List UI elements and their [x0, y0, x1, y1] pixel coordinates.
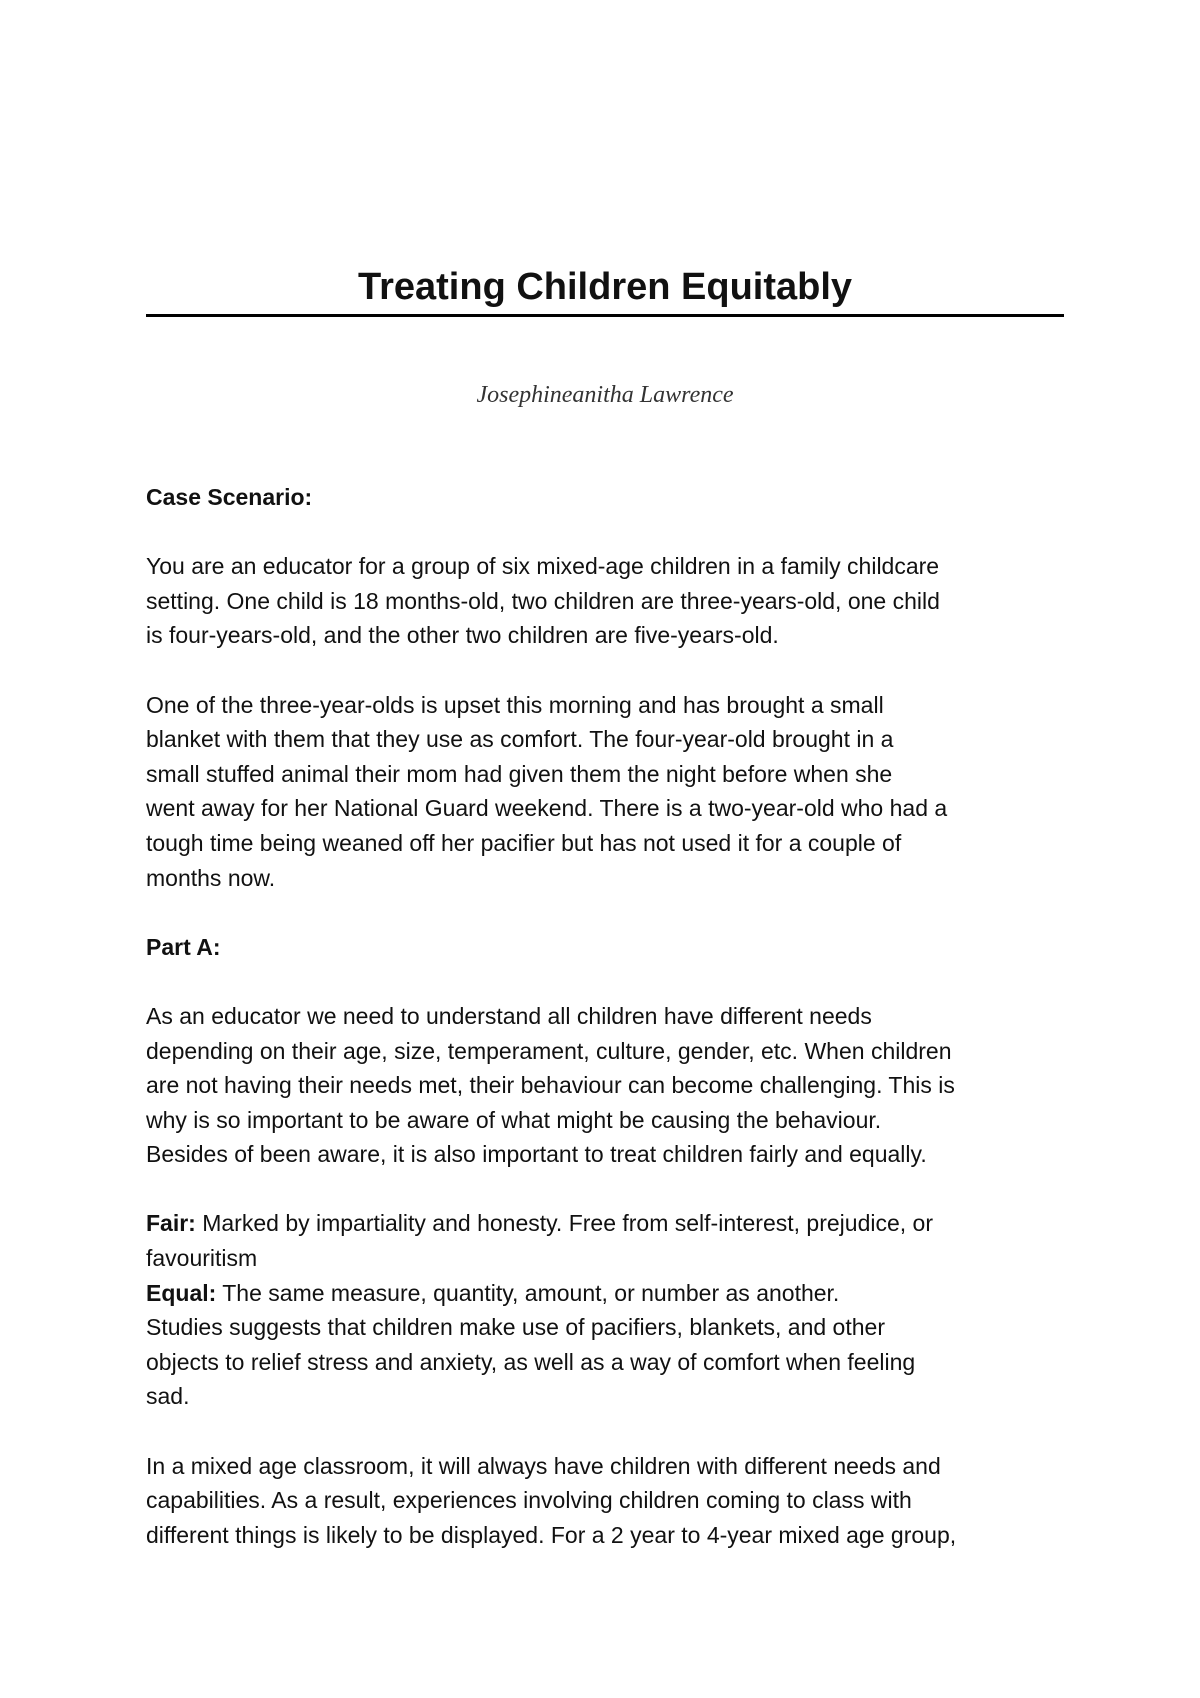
scenario-line: blanket with them that they use as comfort. The four-year-old brought in a: [146, 726, 894, 753]
classroom-line: capabilities. As a result, experiences involving children coming to class with: [146, 1487, 912, 1514]
case-line: setting. One child is 18 months-old, two children are three-years-old, one child: [146, 587, 940, 614]
scenario-line: months now.: [146, 864, 276, 891]
equal-definition: [146, 1276, 1076, 1311]
paragraph-spacer: [146, 1172, 1076, 1207]
scenario-line: One of the three-year-olds is upset this morning and has brought a small: [146, 691, 884, 718]
equal-definition-text: The same measure, quantity, amount, or number as another.: [216, 1279, 840, 1306]
fair-term: Fair:: [146, 1210, 196, 1237]
paragraph-spacer: [146, 1414, 1076, 1449]
fair-definition-continued: favouritism: [146, 1245, 258, 1272]
case-line: is four-years-old, and the other two children are five-years-old.: [146, 622, 779, 649]
studies-line: objects to relief stress and anxiety, as well as a way of comfort when feeling: [146, 1348, 916, 1375]
case-scenario-heading: Case Scenario:: [146, 484, 313, 510]
paragraph-spacer: [146, 964, 1076, 999]
fair-definition-text: Marked by impartiality and honesty. Free from self-interest, prejudice, or: [195, 1210, 933, 1237]
fair-definition: [146, 1206, 1076, 1241]
paragraph-spacer: [146, 653, 1076, 688]
part-a-heading: Part A:: [146, 933, 221, 960]
document-title: Treating Children Equitably: [357, 266, 853, 308]
part-a-line: Besides of been aware, it is also important to treat children fairly and equally.: [146, 1141, 927, 1168]
part-a-line: As an educator we need to understand all children have different needs: [146, 1002, 872, 1029]
author-name: Josephineanitha Lawrence: [476, 382, 734, 408]
scenario-line: went away for her National Guard weekend. There is a two-year-old who had a: [146, 795, 948, 822]
studies-line: sad.: [146, 1383, 190, 1410]
case-line: You are an educator for a group of six mixed-age children in a family childcare: [146, 553, 940, 580]
studies-line: Studies suggests that children make use of pacifiers, blankets, and other: [146, 1314, 885, 1341]
classroom-line: In a mixed age classroom, it will always have children with different needs and: [146, 1452, 941, 1479]
classroom-line: different things is likely to be displayed. For a 2 year to 4-year mixed age group,: [146, 1521, 957, 1548]
part-a-line: why is so important to be aware of what might be causing the behaviour.: [146, 1106, 882, 1133]
scenario-line: small stuffed animal their mom had given them the night before when she: [146, 760, 893, 787]
paragraph-spacer: [146, 895, 1076, 930]
part-a-line: depending on their age, size, temperament, culture, gender, etc. When children: [146, 1037, 952, 1064]
equal-term: Equal:: [146, 1279, 217, 1306]
part-a-line: are not having their needs met, their behaviour can become challenging. This is: [146, 1072, 955, 1099]
paragraph-spacer: [146, 515, 1076, 550]
scenario-line: tough time being weaned off her pacifier but has not used it for a couple of: [146, 829, 902, 856]
title-block: [146, 262, 1064, 317]
document-body: [146, 480, 1076, 1552]
